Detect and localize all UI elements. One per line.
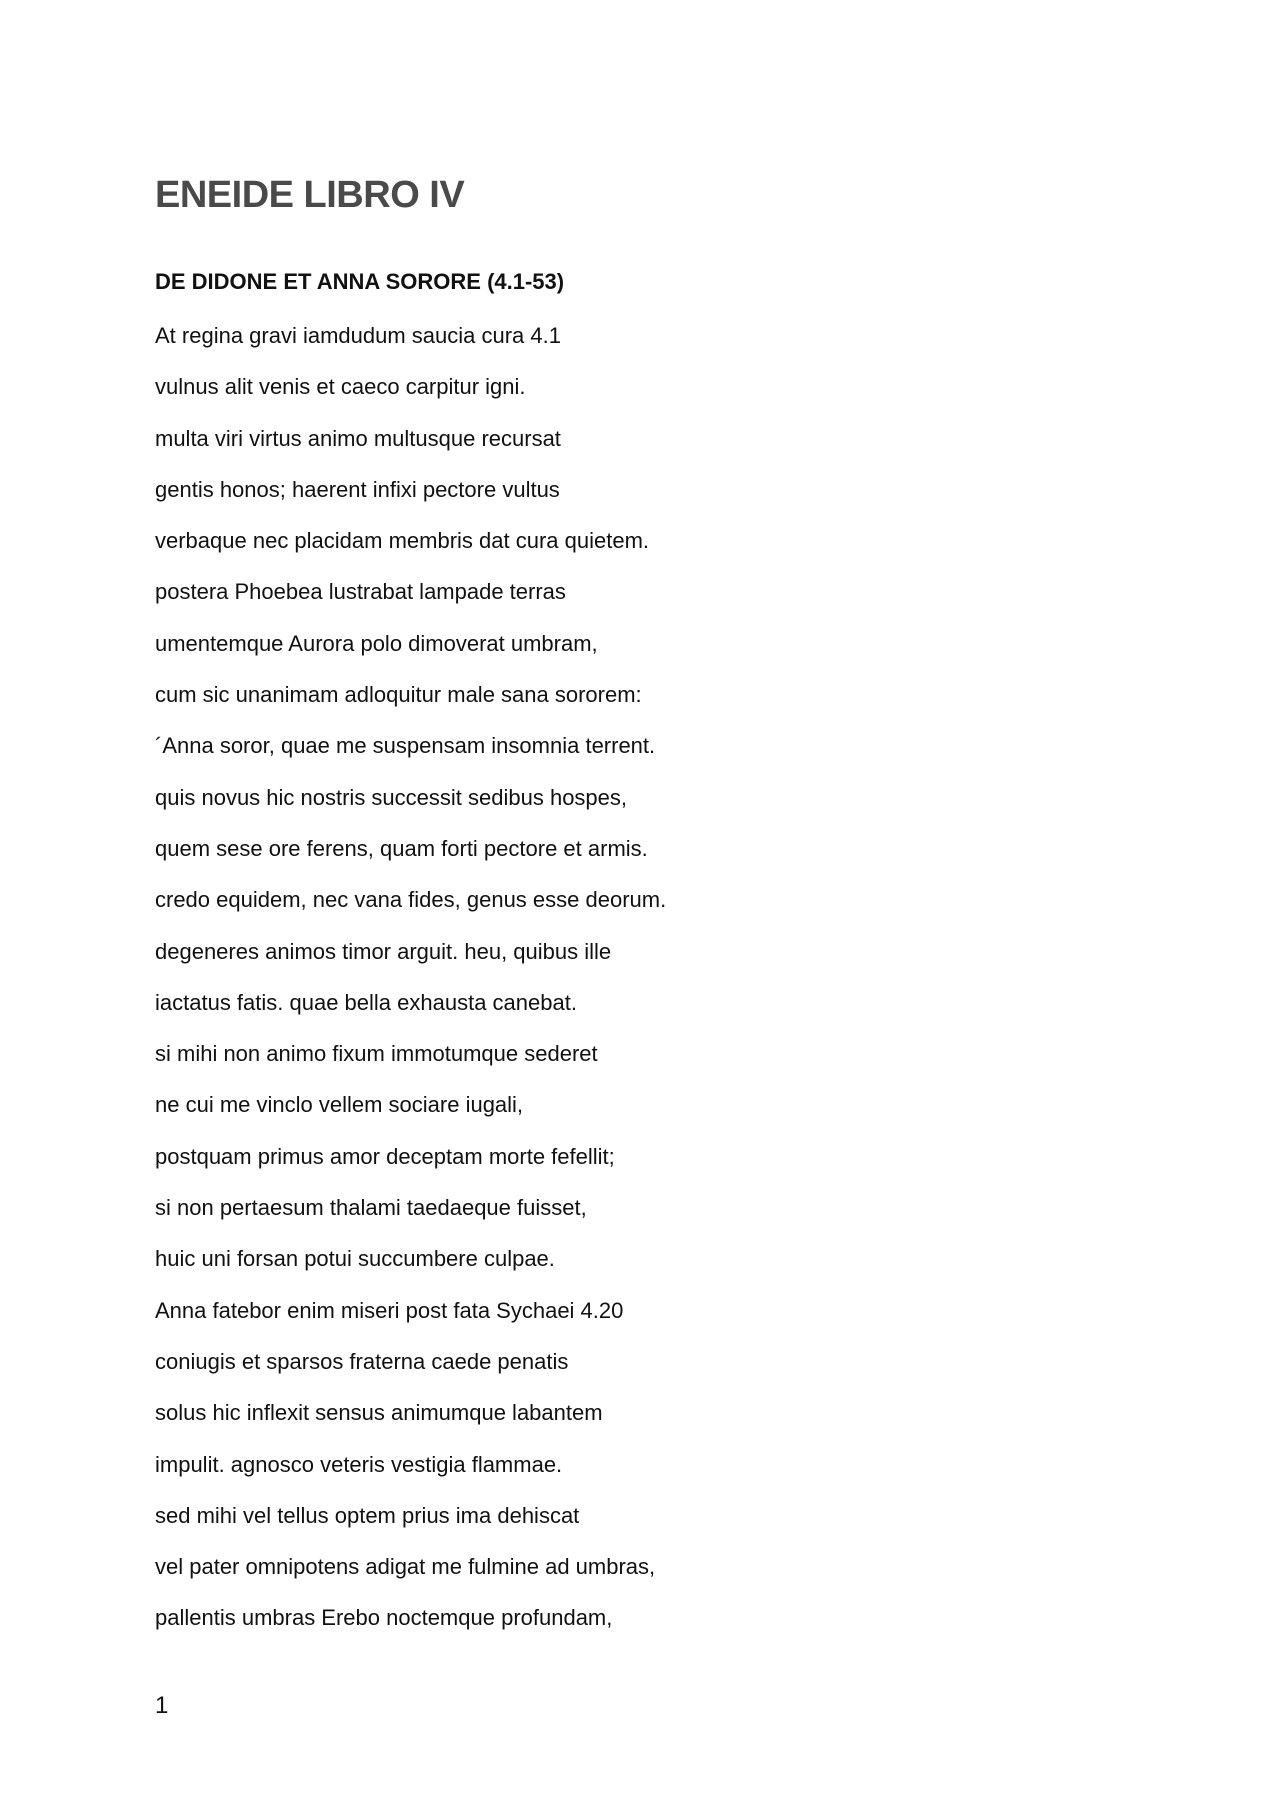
verse-line: degeneres animos timor arguit. heu, quibus ille <box>155 938 612 964</box>
verse-line: multa viri virtus animo multusque recursat <box>155 425 561 451</box>
verse-line: sed mihi vel tellus optem prius ima dehiscat <box>155 1502 580 1528</box>
verse-line: postquam primus amor deceptam morte fefellit; <box>155 1143 615 1169</box>
page-title: ENEIDE LIBRO IV <box>155 174 465 216</box>
verse-line: impulit. agnosco veteris vestigia flammae. <box>155 1451 563 1477</box>
verse-line: quis novus hic nostris successit sedibus hospes, <box>155 784 628 810</box>
verse-line: At regina gravi iamdudum saucia cura 4.1 <box>155 323 561 348</box>
verse-line: Anna fatebor enim miseri post fata Sychaei 4.20 <box>155 1297 624 1323</box>
verse-line: iactatus fatis. quae bella exhausta canebat. <box>155 989 577 1015</box>
verse-line: si mihi non animo fixum immotumque sederet <box>155 1041 598 1067</box>
verse-line: gentis honos; haerent infixi pectore vultus <box>155 476 560 502</box>
verse-line: solus hic inflexit sensus animumque labantem <box>155 1400 603 1426</box>
verse-line: si non pertaesum thalami taedaeque fuisset, <box>155 1195 587 1221</box>
verse-line: vulnus alit venis et caeco carpitur igni. <box>155 374 526 400</box>
verse-line: umentemque Aurora polo dimoverat umbram, <box>155 630 598 656</box>
verse-line: huic uni forsan potui succumbere culpae. <box>155 1246 555 1272</box>
verse-line: ´Anna soror, quae me suspensam insomnia terrent. <box>155 733 656 759</box>
verse-line: ne cui me vinclo vellem sociare iugali, <box>155 1092 524 1118</box>
verse-line: coniugis et sparsos fraterna caede penatis <box>155 1348 569 1374</box>
verse-line: vel pater omnipotens adigat me fulmine ad umbras, <box>155 1554 656 1580</box>
verse-line: credo equidem, nec vana fides, genus esse deorum. <box>155 887 667 913</box>
verse-line: verbaque nec placidam membris dat cura quietem. <box>155 528 650 554</box>
verse-line: quem sese ore ferens, quam forti pectore et armis. <box>155 835 648 861</box>
verse-line: postera Phoebea lustrabat lampade terras <box>155 579 566 605</box>
verse-line: pallentis umbras Erebo noctemque profundam, <box>155 1605 613 1631</box>
section-heading: DE DIDONE ET ANNA SORORE (4.1-53) <box>155 269 565 294</box>
verse-list <box>155 321 666 1655</box>
verse-line: cum sic unanimam adloquitur male sana sororem: <box>155 682 642 708</box>
page-number: 1 <box>155 1692 169 1719</box>
